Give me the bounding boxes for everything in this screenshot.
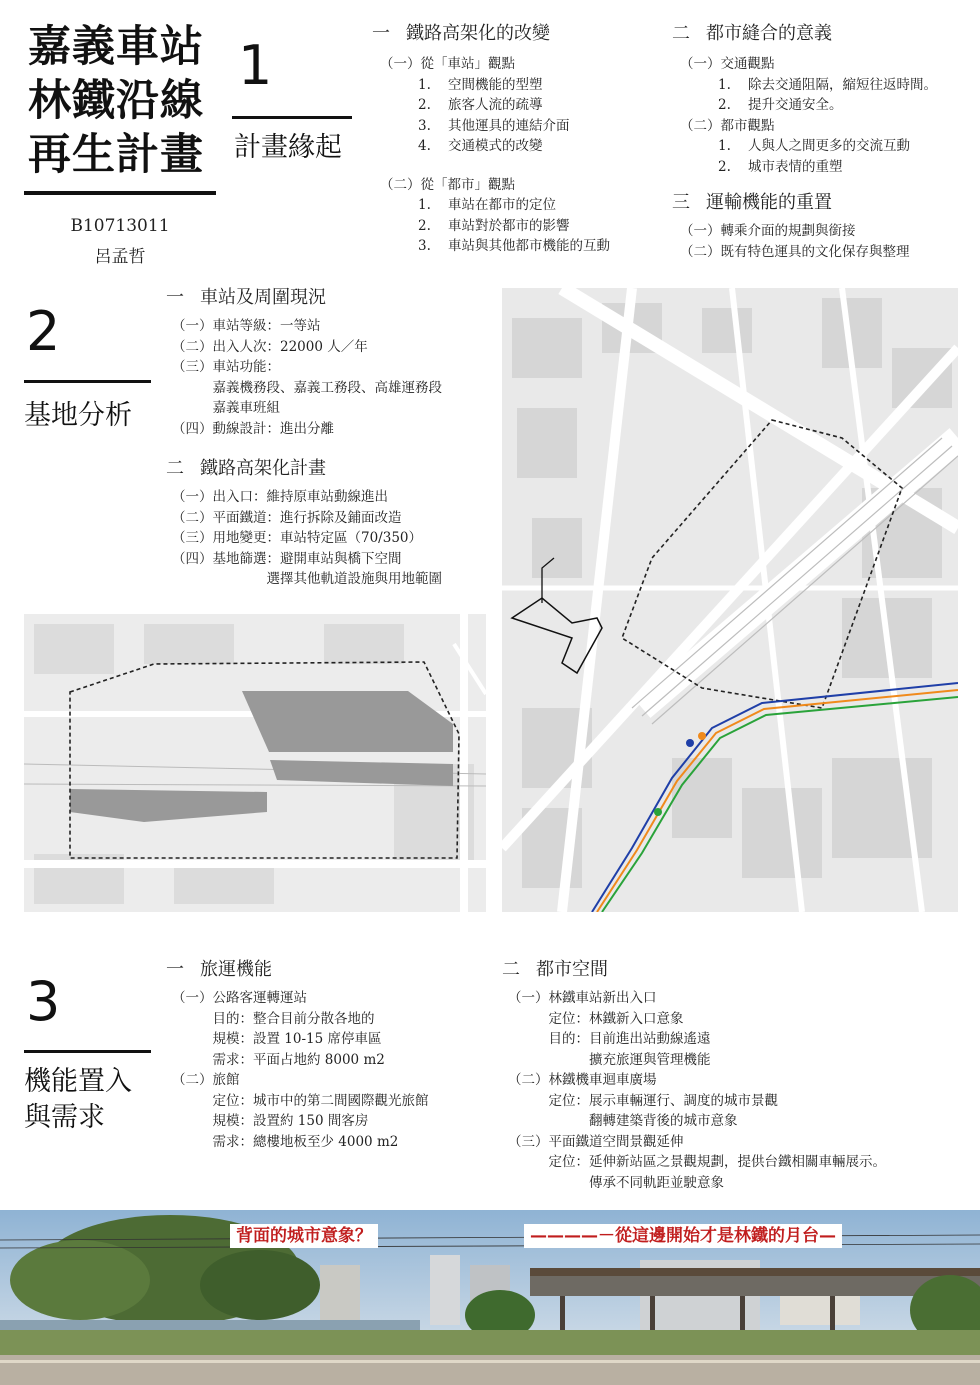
list-item: 需求：平面占地約 8000 m2 xyxy=(172,1051,385,1068)
s3-heading-2: 二 都市空間 xyxy=(502,959,608,980)
list-item: 嘉義機務段、嘉義工務段、高雄運務段 xyxy=(172,379,442,396)
heading-text: 鐵路高架化的改變 xyxy=(406,23,550,44)
list-item: （二）林鐵機車迴車廣場 xyxy=(508,1072,657,1088)
list-item: （二）既有特色運具的文化保存與整理 xyxy=(680,243,910,260)
list-item: 規模：設置約 150 間客房 xyxy=(172,1113,369,1129)
list-item: （一）公路客運轉運站 xyxy=(172,990,307,1006)
site-map-large xyxy=(502,288,958,912)
list-item: 2. 車站對於都市的影響 xyxy=(418,217,570,234)
list-item: （一）轉乘介面的規劃與銜接 xyxy=(680,223,856,239)
section-3-divider xyxy=(24,1050,151,1053)
site-map-small xyxy=(24,614,486,912)
section-1-divider xyxy=(232,116,352,119)
section-1-number: 1 xyxy=(238,34,273,97)
s1-col1-heading xyxy=(372,22,662,46)
site-map-small-drawing xyxy=(24,614,486,912)
list-item: （三）用地變更：車站特定區（70/350） xyxy=(172,530,422,546)
title-line-3: 再生計畫 xyxy=(28,130,204,180)
s3-col1 xyxy=(166,958,496,1152)
s1-col2-group1-label: （一）交通觀點 xyxy=(680,56,775,72)
list-item: 擴充旅運與管理機能 xyxy=(508,1051,711,1068)
list-item: 目的：整合目前分散各地的 xyxy=(172,1010,375,1027)
list-item: 選擇其他軌道設施與用地範圍 xyxy=(172,571,442,587)
list-item: 1. 車站在都市的定位 xyxy=(418,197,556,213)
list-item: （四）動線設計：進出分離 xyxy=(172,420,334,437)
list-item: 嘉義車班組 xyxy=(172,400,280,416)
section-2-number: 2 xyxy=(26,300,61,363)
panorama-photo xyxy=(0,1210,980,1385)
s1-col2-heading3: 三 運輸機能的重置 xyxy=(672,192,832,213)
heading-number: 一 xyxy=(372,23,390,44)
photo-caption-right: ————－從這邊開始才是林鐵的月台— xyxy=(524,1224,842,1248)
list-item: 2. 旅客人流的疏導 xyxy=(418,97,543,113)
list-item: 4. 交通模式的改變 xyxy=(418,138,543,154)
student-name: 呂孟哲 xyxy=(94,247,146,267)
section-2-divider xyxy=(24,380,151,383)
s1-col2 xyxy=(672,22,972,262)
s2-text xyxy=(166,286,496,590)
section-3-name-line-2: 與需求 xyxy=(24,1102,105,1133)
list-item: （一）車站等級：一等站 xyxy=(172,318,321,334)
section-3-name xyxy=(24,1064,132,1136)
title-line-1: 嘉義車站 xyxy=(28,22,204,72)
title-divider xyxy=(24,191,216,195)
student-id: B10713011 xyxy=(70,216,170,236)
list-item: （一）林鐵車站新出入口 xyxy=(508,990,657,1006)
list-item: （三）平面鐵道空間景觀延伸 xyxy=(508,1133,684,1150)
title-line-2: 林鐵沿線 xyxy=(28,76,204,126)
site-map-large-drawing xyxy=(502,288,958,912)
list-item: 傳承不同軌距並駛意象 xyxy=(508,1174,724,1191)
s1-col2-heading: 二 都市縫合的意義 xyxy=(672,23,832,44)
list-item: （四）基地篩選：避開車站與橋下空間 xyxy=(172,550,402,567)
list-item: 3. 其他運具的連結介面 xyxy=(418,117,570,134)
list-item: 定位：城市中的第二間國際觀光旅館 xyxy=(172,1092,429,1109)
list-item: 定位：林鐵新入口意象 xyxy=(508,1010,684,1027)
list-item: （三）車站功能： xyxy=(172,359,280,375)
list-item: 1. 除去交通阻隔，縮短往返時間。 xyxy=(718,76,937,93)
s2-heading-1: 一 車站及周圍現況 xyxy=(166,287,326,308)
s1-col2-group2-label: （二）都市觀點 xyxy=(680,117,775,134)
s3-heading-1: 一 旅運機能 xyxy=(166,959,272,980)
list-item: （二）旅館 xyxy=(172,1072,240,1088)
section-3-number: 3 xyxy=(26,970,61,1033)
list-item: 2. 城市表情的重塑 xyxy=(718,158,843,175)
s2-heading-2: 二 鐵路高架化計畫 xyxy=(166,458,326,479)
project-title xyxy=(28,20,218,182)
s1-col1-group2-label: （二）從「都市」觀點 xyxy=(380,176,515,193)
list-item: （二）出入人次：22000 人／年 xyxy=(172,338,368,355)
list-item: 翻轉建築背後的城市意象 xyxy=(508,1113,738,1129)
list-item: 需求：總樓地板至少 4000 m2 xyxy=(172,1133,399,1150)
list-item: 2. 提升交通安全。 xyxy=(718,97,843,113)
list-item: （一）出入口：維持原車站動線進出 xyxy=(172,489,388,505)
section-3-name-line-1: 機能置入 xyxy=(24,1066,132,1097)
list-item: 規模：設置 10-15 席停車區 xyxy=(172,1031,382,1047)
s3-col2 xyxy=(502,958,962,1193)
photo-caption-left: 背面的城市意象？ xyxy=(230,1224,378,1248)
s1-col1-group1-label: （一）從「車站」觀點 xyxy=(380,56,515,72)
list-item: 目的：目前進出站動線遙遠 xyxy=(508,1031,711,1047)
list-item: （二）平面鐵道：進行拆除及鋪面改造 xyxy=(172,509,402,526)
s1-col1 xyxy=(372,22,662,257)
list-item: 定位：延伸新站區之景觀規劃，提供台鐵相關車輛展示。 xyxy=(508,1154,886,1170)
list-item: 3. 車站與其他都市機能的互動 xyxy=(418,238,610,254)
list-item: 1. 空間機能的型塑 xyxy=(418,76,543,93)
list-item: 1. 人與人之間更多的交流互動 xyxy=(718,138,910,154)
section-2-name: 基地分析 xyxy=(24,400,132,431)
section-1-name: 計畫緣起 xyxy=(234,132,342,163)
list-item: 定位：展示車輛運行、調度的城市景觀 xyxy=(508,1092,778,1109)
